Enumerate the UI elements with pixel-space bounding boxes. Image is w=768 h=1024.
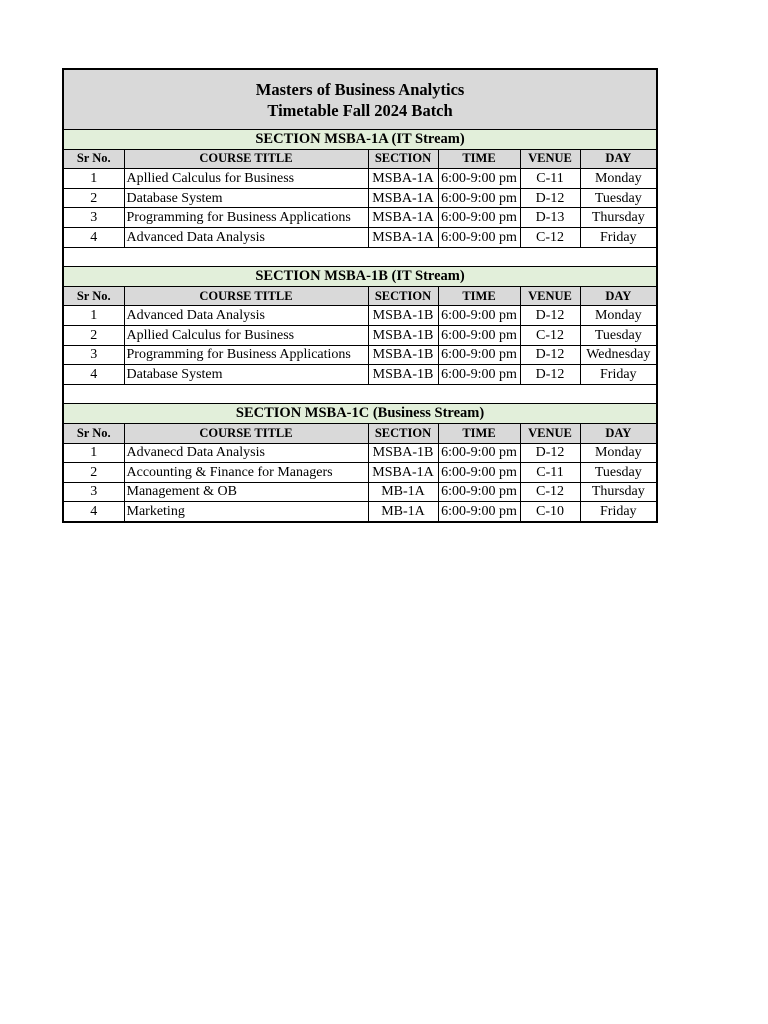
cell-time: 6:00-9:00 pm xyxy=(438,169,520,189)
cell-section: MSBA-1B xyxy=(368,306,438,326)
cell-course: Programming for Business Applications xyxy=(124,208,368,228)
table-row xyxy=(63,345,657,365)
cell-sr: 1 xyxy=(63,169,124,189)
cell-course: Database System xyxy=(124,188,368,208)
column-header-row xyxy=(63,286,657,306)
cell-venue: D-12 xyxy=(520,306,580,326)
cell-venue: D-12 xyxy=(520,365,580,385)
table-row xyxy=(63,443,657,463)
cell-course: Advanecd Data Analysis xyxy=(124,443,368,463)
cell-venue: D-13 xyxy=(520,208,580,228)
col-section: SECTION xyxy=(368,149,438,169)
col-day: DAY xyxy=(580,423,657,443)
table-row xyxy=(63,325,657,345)
cell-section: MSBA-1B xyxy=(368,345,438,365)
cell-day: Tuesday xyxy=(580,188,657,208)
col-time: TIME xyxy=(438,423,520,443)
cell-venue: D-12 xyxy=(520,345,580,365)
cell-time: 6:00-9:00 pm xyxy=(438,502,520,522)
title-row xyxy=(63,69,657,130)
cell-time: 6:00-9:00 pm xyxy=(438,306,520,326)
cell-day: Monday xyxy=(580,443,657,463)
cell-section: MB-1A xyxy=(368,482,438,502)
cell-time: 6:00-9:00 pm xyxy=(438,188,520,208)
cell-time: 6:00-9:00 pm xyxy=(438,482,520,502)
cell-day: Friday xyxy=(580,227,657,247)
cell-venue: C-11 xyxy=(520,169,580,189)
cell-section: MSBA-1B xyxy=(368,443,438,463)
cell-sr: 1 xyxy=(63,306,124,326)
cell-course: Advanced Data Analysis xyxy=(124,227,368,247)
table-row xyxy=(63,188,657,208)
cell-sr: 2 xyxy=(63,463,124,483)
cell-time: 6:00-9:00 pm xyxy=(438,463,520,483)
section-heading: SECTION MSBA-1B (IT Stream) xyxy=(63,267,657,287)
col-sr: Sr No. xyxy=(63,286,124,306)
col-time: TIME xyxy=(438,149,520,169)
cell-section: MSBA-1A xyxy=(368,463,438,483)
table-row xyxy=(63,208,657,228)
cell-sr: 3 xyxy=(63,208,124,228)
cell-section: MSBA-1B xyxy=(368,365,438,385)
cell-venue: C-10 xyxy=(520,502,580,522)
col-section: SECTION xyxy=(368,423,438,443)
cell-section: MSBA-1A xyxy=(368,208,438,228)
cell-course: Database System xyxy=(124,365,368,385)
col-time: TIME xyxy=(438,286,520,306)
table-row xyxy=(63,227,657,247)
cell-time: 6:00-9:00 pm xyxy=(438,365,520,385)
cell-venue: D-12 xyxy=(520,188,580,208)
table-row xyxy=(63,306,657,326)
col-venue: VENUE xyxy=(520,286,580,306)
cell-course: Management & OB xyxy=(124,482,368,502)
cell-sr: 3 xyxy=(63,345,124,365)
cell-day: Thursday xyxy=(580,208,657,228)
col-sr: Sr No. xyxy=(63,423,124,443)
title-line-2: Timetable Fall 2024 Batch xyxy=(267,101,453,120)
spacer-row xyxy=(63,247,657,267)
col-course: COURSE TITLE xyxy=(124,286,368,306)
cell-course: Apllied Calculus for Business xyxy=(124,325,368,345)
col-day: DAY xyxy=(580,286,657,306)
section-heading-row xyxy=(63,267,657,287)
cell-venue: C-12 xyxy=(520,325,580,345)
table-row xyxy=(63,463,657,483)
cell-venue: C-11 xyxy=(520,463,580,483)
cell-sr: 2 xyxy=(63,188,124,208)
cell-day: Tuesday xyxy=(580,325,657,345)
cell-time: 6:00-9:00 pm xyxy=(438,443,520,463)
timetable-title xyxy=(63,69,657,130)
cell-sr: 4 xyxy=(63,365,124,385)
cell-venue: C-12 xyxy=(520,227,580,247)
cell-section: MSBA-1A xyxy=(368,169,438,189)
cell-day: Tuesday xyxy=(580,463,657,483)
cell-day: Monday xyxy=(580,169,657,189)
cell-day: Thursday xyxy=(580,482,657,502)
cell-time: 6:00-9:00 pm xyxy=(438,345,520,365)
cell-course: Accounting & Finance for Managers xyxy=(124,463,368,483)
cell-venue: D-12 xyxy=(520,443,580,463)
cell-section: MB-1A xyxy=(368,502,438,522)
cell-sr: 4 xyxy=(63,502,124,522)
col-day: DAY xyxy=(580,149,657,169)
cell-venue: C-12 xyxy=(520,482,580,502)
cell-course: Advanced Data Analysis xyxy=(124,306,368,326)
section-heading-row xyxy=(63,404,657,424)
section-heading: SECTION MSBA-1C (Business Stream) xyxy=(63,404,657,424)
spacer-row xyxy=(63,384,657,404)
title-line-1: Masters of Business Analytics xyxy=(255,80,465,99)
cell-sr: 2 xyxy=(63,325,124,345)
col-venue: VENUE xyxy=(520,423,580,443)
cell-course: Apllied Calculus for Business xyxy=(124,169,368,189)
cell-course: Programming for Business Applications xyxy=(124,345,368,365)
cell-time: 6:00-9:00 pm xyxy=(438,227,520,247)
cell-section: MSBA-1A xyxy=(368,227,438,247)
timetable-sheet xyxy=(62,68,658,523)
cell-sr: 3 xyxy=(63,482,124,502)
col-venue: VENUE xyxy=(520,149,580,169)
table-row xyxy=(63,169,657,189)
cell-sr: 4 xyxy=(63,227,124,247)
cell-day: Friday xyxy=(580,502,657,522)
section-heading: SECTION MSBA-1A (IT Stream) xyxy=(63,130,657,150)
cell-section: MSBA-1B xyxy=(368,325,438,345)
section-heading-row xyxy=(63,130,657,150)
col-section: SECTION xyxy=(368,286,438,306)
cell-sr: 1 xyxy=(63,443,124,463)
cell-day: Monday xyxy=(580,306,657,326)
column-header-row xyxy=(63,149,657,169)
col-course: COURSE TITLE xyxy=(124,423,368,443)
col-course: COURSE TITLE xyxy=(124,149,368,169)
cell-time: 6:00-9:00 pm xyxy=(438,325,520,345)
cell-course: Marketing xyxy=(124,502,368,522)
table-row xyxy=(63,502,657,522)
cell-day: Wednesday xyxy=(580,345,657,365)
table-row xyxy=(63,365,657,385)
col-sr: Sr No. xyxy=(63,149,124,169)
table-row xyxy=(63,482,657,502)
column-header-row xyxy=(63,423,657,443)
cell-section: MSBA-1A xyxy=(368,188,438,208)
cell-time: 6:00-9:00 pm xyxy=(438,208,520,228)
cell-day: Friday xyxy=(580,365,657,385)
